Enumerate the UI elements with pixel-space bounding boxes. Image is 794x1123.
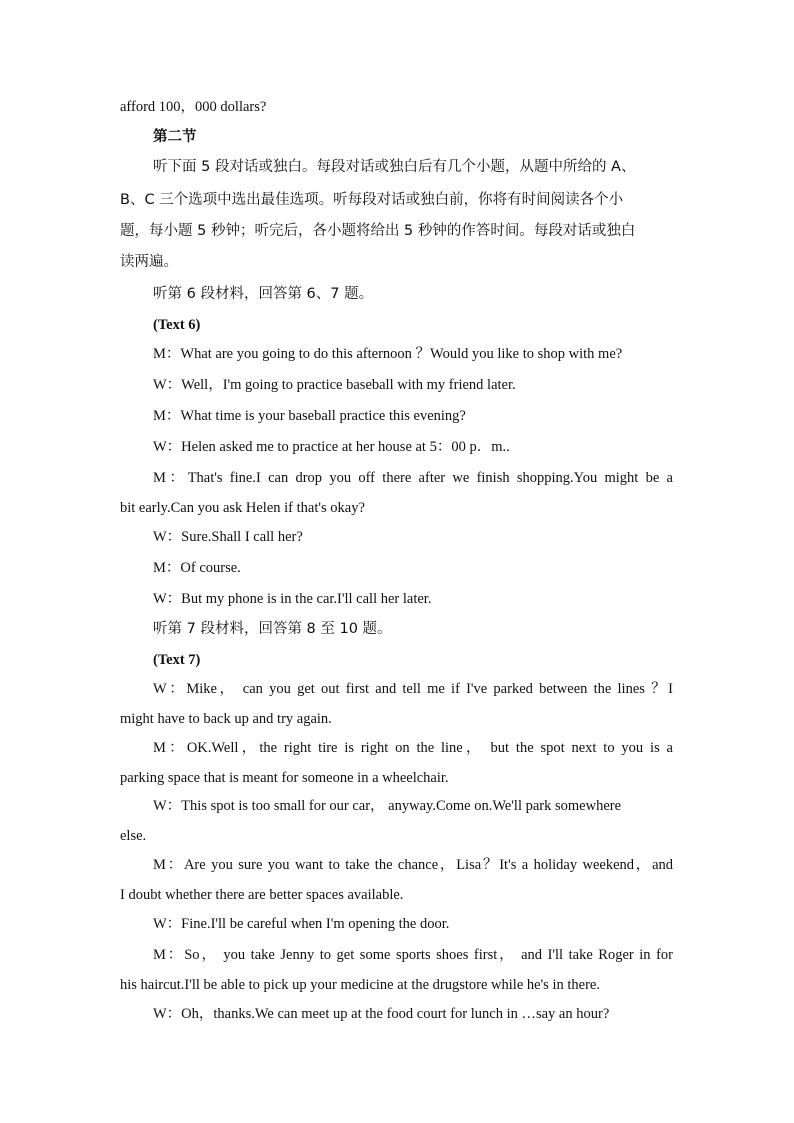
dialogue-line: else. (120, 828, 147, 844)
dialogue-line: W：Oh，thanks.We can meet up at the food court for lunch in …say an hour? (153, 1006, 610, 1022)
dialogue-line: W：Helen asked me to practice at her house at 5：00 p．m.. (153, 439, 510, 455)
instruction-line: 听第 6 段材料，回答第 6、7 题。 (153, 286, 374, 302)
text-line: B、C 三个选项中选出最佳选项。听每段对话或独白前，你将有时间阅读各个小 (120, 192, 624, 208)
dialogue-line: M：OK.Well，the right tire is right on the line， but the spot next to you is a (153, 740, 673, 756)
dialogue-line: M：What time is your baseball practice this evening? (153, 408, 466, 424)
dialogue-line: W：But my phone is in the car.I'll call her later. (153, 591, 432, 607)
dialogue-line: W：Well，I'm going to practice baseball with my friend later. (153, 377, 516, 393)
dialogue-line: I doubt whether there are better spaces available. (120, 887, 404, 903)
dialogue-line: M：So， you take Jenny to get some sports shoes first， and I'll take Roger in for (153, 947, 673, 963)
dialogue-line: his haircut.I'll be able to pick up your medicine at the drugstore while he's in there. (120, 977, 600, 993)
dialogue-line: W：Mike， can you get out first and tell me if I've parked between the lines ？I (153, 681, 673, 697)
text-heading: (Text 7) (153, 652, 201, 668)
dialogue-line: W：This spot is too small for our car， anyway.Come on.We'll park somewhere (153, 798, 622, 814)
dialogue-line: W：Fine.I'll be careful when I'm opening the door. (153, 916, 450, 932)
text-line: afford 100，000 dollars? (120, 99, 267, 115)
text-line: 题，每小题 5 秒钟；听完后，各小题将给出 5 秒钟的作答时间。每段对话或独白 (120, 223, 636, 239)
section-heading: 第二节 (153, 129, 197, 145)
text-line: 读两遍。 (120, 254, 178, 270)
dialogue-line: parking space that is meant for someone in a wheelchair. (120, 770, 449, 786)
instruction-line: 听第 7 段材料，回答第 8 至 10 题。 (153, 621, 392, 637)
dialogue-line: M：What are you going to do this afternoon ？Would you like to shop with me? (153, 346, 623, 362)
text-heading: (Text 6) (153, 317, 201, 333)
dialogue-line: M：Of course. (153, 560, 241, 576)
dialogue-line: M：That's fine.I can drop you off there after we finish shopping.You might be a (153, 470, 673, 486)
dialogue-line: might have to back up and try again. (120, 711, 332, 727)
dialogue-line: bit early.Can you ask Helen if that's okay? (120, 500, 365, 516)
dialogue-line: M：Are you sure you want to take the chance，Lisa？It's a holiday weekend，and (153, 857, 673, 873)
dialogue-line: W：Sure.Shall I call her? (153, 529, 303, 545)
text-line: 听下面 5 段对话或独白。每段对话或独白后有几个小题，从题中所给的 A、 (153, 159, 636, 175)
